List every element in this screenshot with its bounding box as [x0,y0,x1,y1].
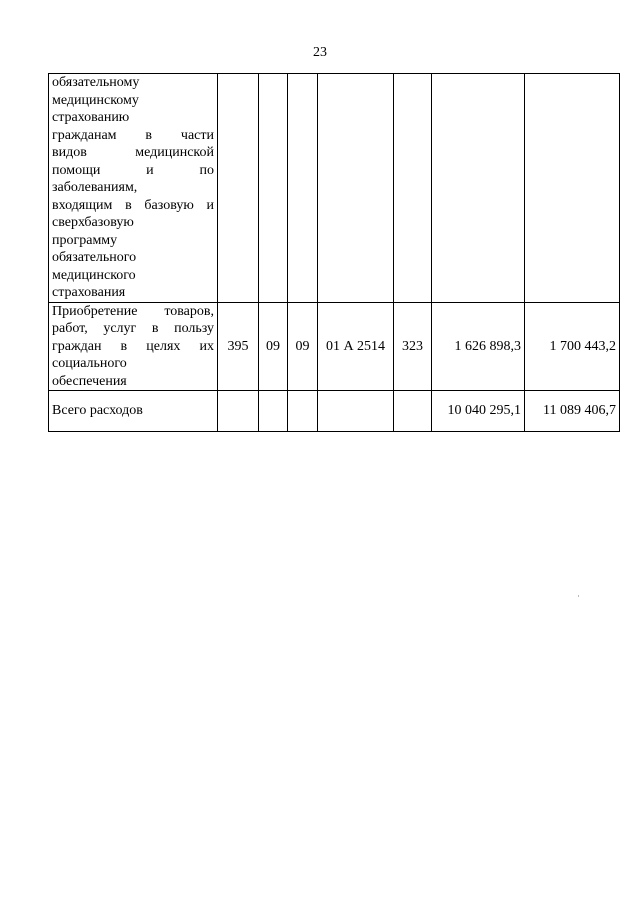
scan-speck [578,595,579,597]
description-line: Приобретение товаров, [52,303,214,319]
amount-year-1-cell: 1 626 898,3 [432,302,525,391]
target-article-cell [318,391,394,432]
ministry-code-cell [218,391,259,432]
description-cell [49,391,218,432]
description-line: страхования [52,285,126,300]
expense-type-cell: 323 [394,302,432,391]
description-line: медицинского [52,267,136,283]
budget-table [48,73,620,432]
description-line: входящим в базовую и [52,197,214,213]
description-line: обязательного [52,250,137,265]
description-cell [49,74,218,303]
description-line: Всего расходов [52,403,143,419]
table-row [49,302,620,391]
expense-type-cell [394,74,432,303]
description-line: социального [52,356,127,371]
description-line: видов медицинской [52,145,214,160]
description-line: обязательному [52,75,140,90]
section-code-cell [259,74,288,303]
target-article-cell: 01 А 2514 [318,302,394,391]
subsection-code-cell [288,74,318,303]
description-line: помощи и по [52,162,214,178]
description-line: граждан в целях их [52,338,214,354]
amount-year-2-cell: 11 089 406,7 [525,391,620,432]
amount-year-2-cell: 1 700 443,2 [525,302,620,391]
subsection-code-cell [288,391,318,432]
description-line: заболеваниям, [52,180,138,195]
ministry-code-cell [218,74,259,303]
subsection-code-cell: 09 [288,302,318,391]
description-line: страхованию [52,110,130,125]
section-code-cell: 09 [259,302,288,391]
amount-year-2-cell [525,74,620,303]
amount-year-1-cell: 10 040 295,1 [432,391,525,432]
description-line: программу [52,232,118,248]
section-code-cell [259,391,288,432]
description-line: работ, услуг в пользу [52,321,214,336]
ministry-code-cell: 395 [218,302,259,391]
description-line: сверхбазовую [52,215,134,230]
description-line: гражданам в части [52,127,214,143]
table-row [49,74,620,303]
description-line: медицинскому [52,92,139,108]
expense-type-cell [394,391,432,432]
target-article-cell [318,74,394,303]
page-number: 23 [313,45,327,60]
description-line: обеспечения [52,373,127,389]
description-cell [49,302,218,391]
table-row [49,391,620,432]
amount-year-1-cell [432,74,525,303]
